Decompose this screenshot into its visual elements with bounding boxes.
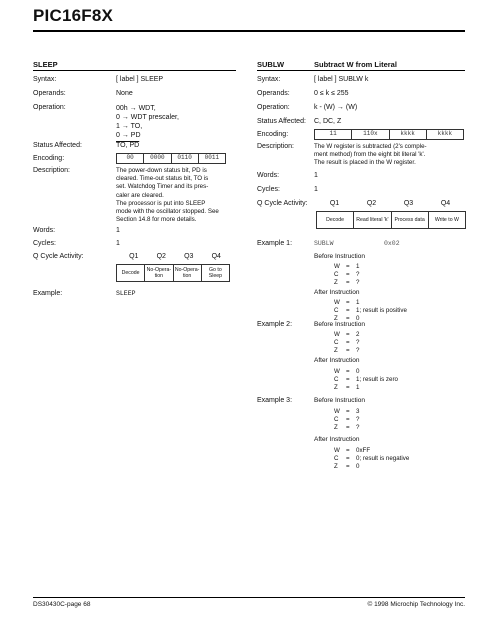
sublw-example3-label: Example 3: (257, 397, 293, 404)
sublw-cycles-label: Cycles: (257, 186, 280, 193)
encoding-cell: kkkk (390, 130, 427, 139)
register-row: W = 0 (334, 368, 360, 375)
register-row: Z = ? (334, 424, 360, 431)
sleep-encoding-table (116, 153, 226, 164)
sleep-q-table (116, 264, 230, 282)
register-row: Z = 0 (334, 463, 360, 470)
register-row: Z = ? (334, 347, 360, 354)
description-line: caler are cleared. (116, 191, 164, 199)
description-line: The result is placed in the W register. (314, 159, 416, 167)
sublw-syntax-value: [ label ] SUBLW k (314, 76, 369, 83)
example1-before-registers (334, 263, 359, 287)
encoding-cell: 00 (117, 154, 144, 163)
register-row: C = ? (334, 416, 360, 423)
sleep-operands-label: Operands: (33, 90, 66, 97)
q-header: Q3 (403, 200, 414, 207)
q-cell: Decode (317, 212, 354, 228)
q-cell: Write to W (434, 216, 459, 223)
sublw-operands-value: 0 ≤ k ≤ 255 (314, 90, 349, 97)
description-line: Section 14.8 for more details. (116, 216, 197, 224)
sleep-example-value: SLEEP (116, 290, 136, 297)
sleep-encoding-label: Encoding: (33, 155, 65, 162)
sublw-operands-label: Operands: (257, 90, 290, 97)
q-cell: Go to Sleep (208, 266, 223, 279)
encoding-cell: kkkk (437, 130, 453, 137)
encoding-cell: 0011 (204, 154, 220, 161)
register-row: W = 3 (334, 408, 360, 415)
sleep-operation-line: 0 → PD (116, 132, 141, 139)
sleep-syntax-value: [ label ] SLEEP (116, 76, 164, 83)
description-line: ment method) from the eight bit literal 'k'. (314, 151, 426, 159)
register-row: C = ? (334, 271, 360, 278)
sublw-encoding-table (314, 129, 464, 140)
sleep-q-headers (120, 253, 230, 260)
sublw-description-label: Description: (257, 143, 294, 150)
register-row: Z = ? (334, 279, 360, 286)
sleep-words-value: 1 (116, 227, 120, 234)
q-header: Q4 (211, 253, 221, 260)
example3-before-label: Before Instruction (314, 397, 365, 404)
sublw-qcycle-label: Q Cycle Activity: (257, 200, 308, 207)
register-row: W = 0xFF (334, 447, 371, 454)
sublw-example1-label: Example 1: (257, 240, 293, 247)
footer-rule (33, 597, 465, 598)
sublw-words-value: 1 (314, 172, 318, 179)
sublw-heading-rule (257, 70, 465, 71)
register-row: W = 2 (334, 331, 360, 338)
sublw-q-headers (316, 200, 464, 207)
sleep-heading: SLEEP (33, 60, 58, 69)
encoding-cell: 110x (352, 130, 389, 139)
sublw-heading: SUBLW (257, 60, 285, 69)
q-header: Q2 (366, 200, 377, 207)
register-row: W = 1 (334, 263, 360, 270)
sublw-operation-value: k - (W) → (W) (314, 104, 358, 111)
sleep-status-label: Status Affected: (33, 142, 82, 149)
sleep-operands-value: None (116, 90, 133, 97)
q-cell: No-Opera-tion (174, 265, 202, 281)
q-cell: Decode (117, 265, 145, 281)
description-line: The W register is subtracted (2's comple- (314, 143, 427, 150)
sleep-qcycle-label: Q Cycle Activity: (33, 253, 84, 260)
encoding-cell: 11 (315, 130, 352, 139)
page-title: PIC16F8X (33, 6, 114, 25)
example1-after-registers (334, 299, 407, 323)
q-header: Q1 (129, 253, 139, 260)
sublw-status-value: C, DC, Z (314, 118, 342, 125)
sublw-words-label: Words: (257, 172, 280, 179)
example3-after-label: After Instruction (314, 436, 360, 443)
q-header: Q2 (156, 253, 166, 260)
sublw-q-table (316, 211, 466, 229)
sleep-operation-line: 00h → WDT, (116, 105, 156, 112)
sublw-example2-label: Example 2: (257, 321, 293, 328)
sublw-operation-label: Operation: (257, 104, 290, 111)
register-row: W = 1 (334, 299, 360, 306)
register-row: C = 1; result is zero (334, 376, 398, 383)
sleep-operation-line: 0 → WDT prescaler, (116, 114, 179, 121)
q-header: Q3 (184, 253, 194, 260)
sleep-operation-label: Operation: (33, 104, 66, 111)
example2-after-registers (334, 368, 398, 392)
sublw-syntax-label: Syntax: (257, 76, 281, 83)
q-cell: No-Opera-tion (145, 265, 173, 281)
q-cell: Process data (392, 212, 429, 228)
sublw-title: Subtract W from Literal (314, 60, 397, 69)
sleep-description-label: Description: (33, 167, 70, 174)
example2-before-registers (334, 331, 359, 355)
sleep-heading-rule (33, 70, 236, 71)
example1-after-label: After Instruction (314, 289, 360, 296)
example1-instruction: SUBLW (314, 240, 334, 247)
description-line: The processor is put into SLEEP (116, 199, 206, 207)
q-cell: Read literal 'k' (354, 212, 391, 228)
description-line: set. Watchdog Timer and its pres- (116, 183, 209, 191)
description-line: The power-down status bit, PD is (116, 167, 207, 174)
register-row: C = 0; result is negative (334, 455, 410, 462)
sleep-description (116, 167, 236, 224)
description-line: mode with the oscillator stopped. See (116, 208, 219, 216)
sublw-status-label: Status Affected: (257, 118, 306, 125)
register-row: Z = 1 (334, 384, 360, 391)
sublw-description (314, 143, 464, 168)
sleep-cycles-label: Cycles: (33, 240, 56, 247)
example3-before-registers (334, 408, 359, 432)
footer-page-number: DS30430C-page 68 (33, 601, 91, 608)
sleep-cycles-value: 1 (116, 240, 120, 247)
example2-after-label: After Instruction (314, 357, 360, 364)
example1-operand: 0x02 (384, 240, 400, 247)
sleep-operation-line: 1 → TO, (116, 123, 143, 130)
footer-copyright: © 1998 Microchip Technology Inc. (367, 601, 465, 608)
sleep-syntax-label: Syntax: (33, 76, 57, 83)
register-row: Z = 0 (334, 315, 360, 322)
sleep-words-label: Words: (33, 227, 56, 234)
example3-after-registers (334, 447, 409, 471)
sleep-example-label: Example: (33, 290, 63, 297)
sublw-cycles-value: 1 (314, 186, 318, 193)
sleep-operation-value (116, 104, 179, 140)
q-header: Q1 (329, 200, 340, 207)
register-row: C = 1; result is positive (334, 307, 407, 314)
example1-before-label: Before Instruction (314, 253, 365, 260)
header-rule (33, 30, 465, 32)
sleep-status-value: TO, PD (116, 142, 140, 149)
sublw-encoding-label: Encoding: (257, 131, 289, 138)
encoding-cell: 0000 (144, 154, 171, 163)
example2-before-label: Before Instruction (314, 321, 365, 328)
q-header: Q4 (440, 200, 451, 207)
encoding-cell: 0110 (172, 154, 199, 163)
description-line: cleared. Time-out status bit, TO is (116, 175, 209, 183)
register-row: C = ? (334, 339, 360, 346)
